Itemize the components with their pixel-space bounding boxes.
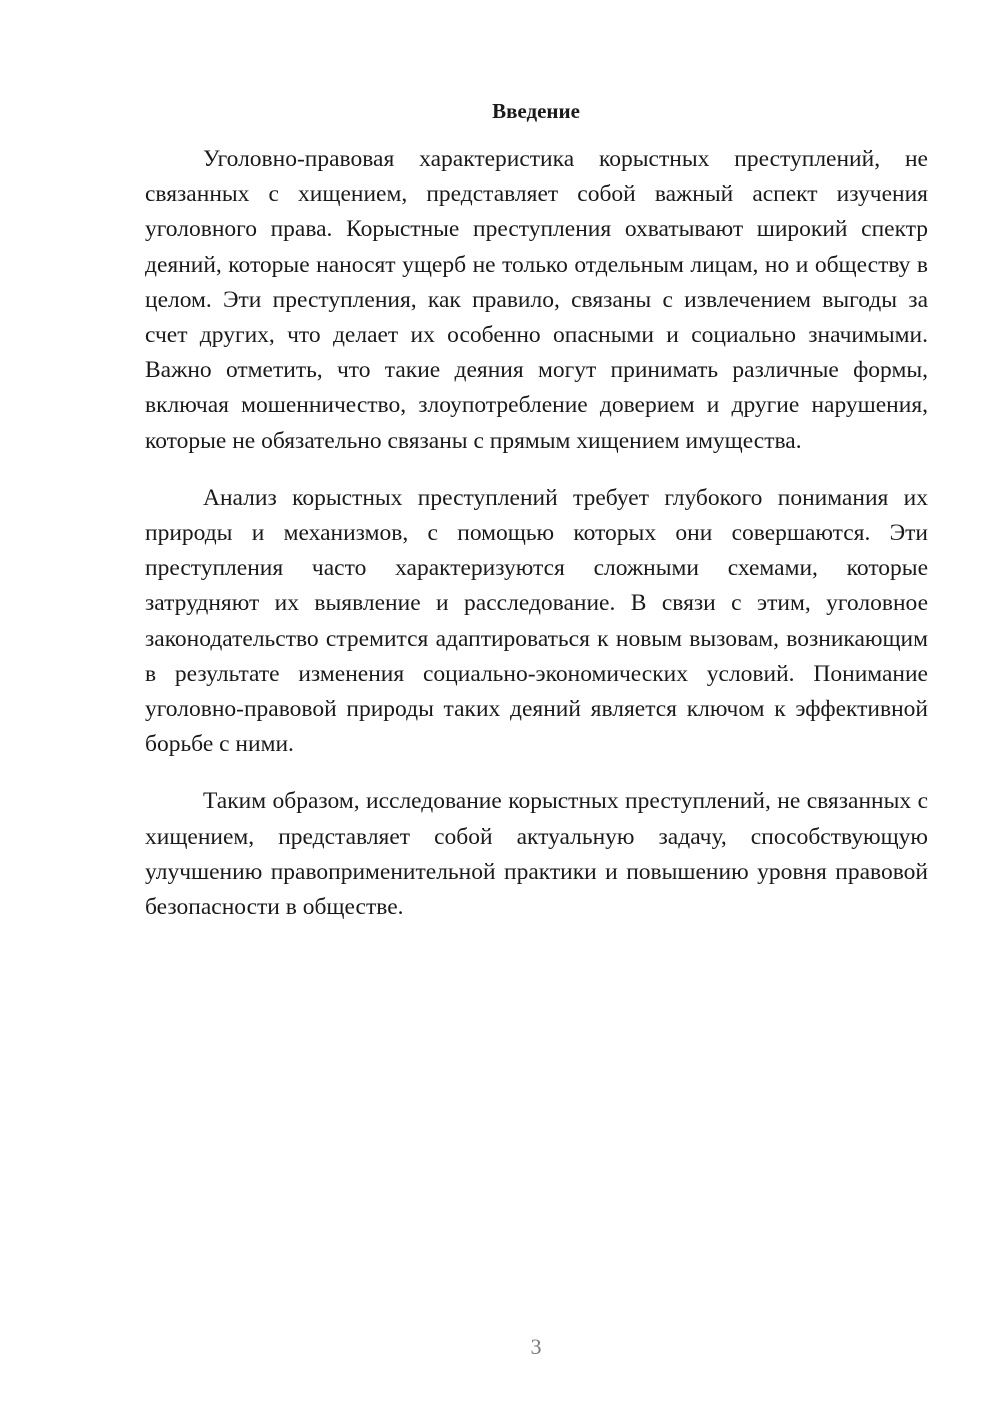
page-number: 3 [530,1334,542,1359]
paragraph-2: Анализ корыстных преступлений требует глубокого понимания их природы и механизмов, с помощью которых они совершаются. Эти преступления часто характеризуются сложными схемами, которые затрудняют их выявление и расследование. В связи с этим, уголовное законодательство стремится адаптироваться к новым вызовам, возникающим в результате изменения социально-экономических условий. Понимание уголовно-правовой природы таких деяний является ключом к эффективной борьбе с ними. [145,484,928,758]
section-heading: Введение [492,99,580,123]
paragraph-3: Таким образом, исследование корыстных преступлений, не связанных с хищением, представляет собой актуальную задачу, способствующую улучшению правоприменительной практики и повышению уровня правовой безопасности в обществе. [145,788,928,921]
paragraph-1: Уголовно-правовая характеристика корыстных преступлений, не связанных с хищением, представляет собой важный аспект изучения уголовного права. Корыстные преступления охватывают широкий спектр деяний, которые наносят ущерб не только отдельным лицам, но и обществу в целом. Эти преступления, как правило, связаны с извлечением выгоды за счет других, что делает их особенно опасными и социально значимыми. Важно отметить, что такие деяния могут принимать различные формы, включая мошенничество, злоупотребление доверием и другие нарушения, которые не обязательно связаны с прямым хищением имущества. [145,146,928,454]
body-text [145,142,928,947]
